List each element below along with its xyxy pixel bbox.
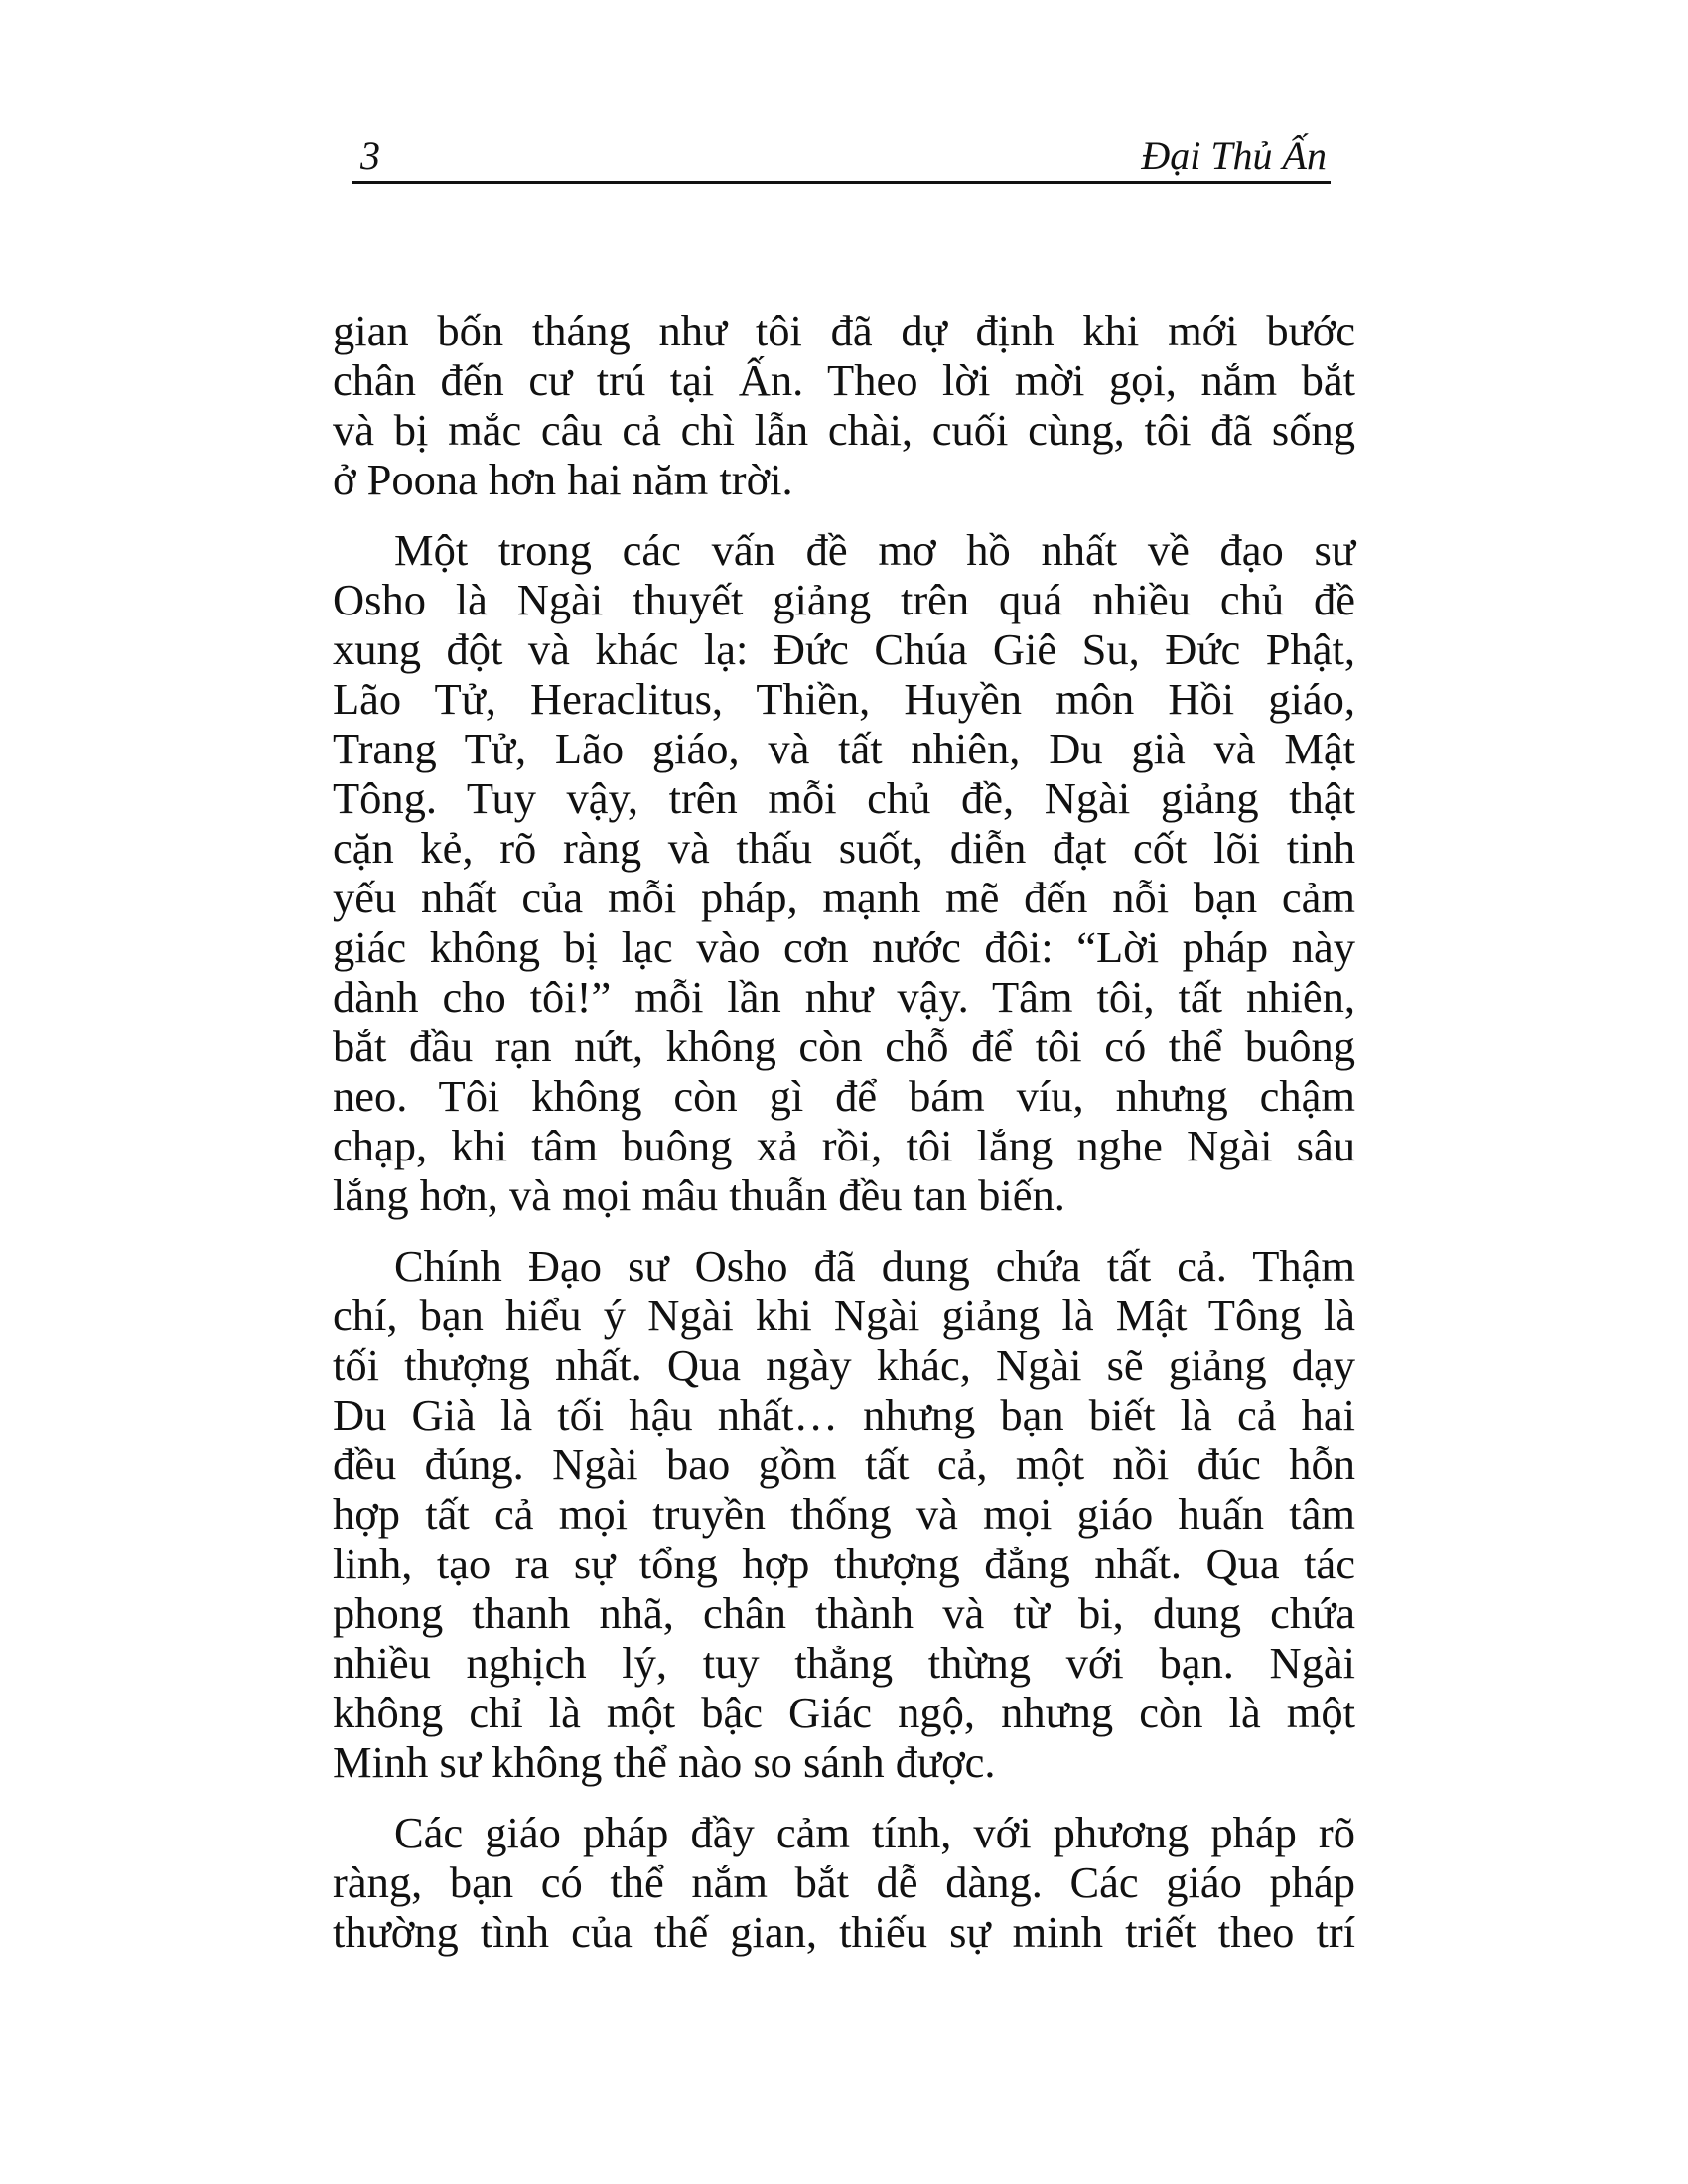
text-line: bắt đầu rạn nứt, không còn chỗ để tôi có thể buông <box>333 1022 1355 1071</box>
text-line: yếu nhất của mỗi pháp, mạnh mẽ đến nỗi bạn cảm <box>333 873 1355 922</box>
text-line: neo. Tôi không còn gì để bám víu, nhưng chậm <box>333 1071 1355 1121</box>
text-line: chí, bạn hiểu ý Ngài khi Ngài giảng là Mật Tông là <box>333 1291 1355 1340</box>
text-line: Chính Đạo sư Osho đã dung chứa tất cả. Thậm <box>394 1241 1355 1291</box>
text-line: không chỉ là một bậc Giác ngộ, nhưng còn là một <box>333 1688 1355 1737</box>
text-line: phong thanh nhã, chân thành và từ bi, dung chứa <box>333 1588 1355 1638</box>
text-line: Du Già là tối hậu nhất… nhưng bạn biết là cả hai <box>333 1390 1355 1439</box>
text-line: Lão Tử, Heraclitus, Thiền, Huyền môn Hồi giáo, <box>333 674 1355 724</box>
text-line: Minh sư không thể nào so sánh được. <box>333 1737 996 1787</box>
text-line: nhiều nghịch lý, tuy thẳng thừng với bạn. Ngài <box>333 1638 1355 1688</box>
text-line: chân đến cư trú tại Ấn. Theo lời mời gọi, nắm bắt <box>333 355 1355 405</box>
body-text <box>333 306 1355 1978</box>
text-line: thường tình của thế gian, thiếu sự minh triết theo trí <box>333 1907 1355 1957</box>
text-line: đều đúng. Ngài bao gồm tất cả, một nồi đúc hỗn <box>333 1439 1355 1489</box>
text-line: Tông. Tuy vậy, trên mỗi chủ đề, Ngài giảng thật <box>333 773 1355 823</box>
paragraph-1 <box>333 306 1355 504</box>
text-line: Osho là Ngài thuyết giảng trên quá nhiều chủ đề <box>333 575 1355 624</box>
text-line: linh, tạo ra sự tổng hợp thượng đẳng nhất. Qua tác <box>333 1539 1355 1588</box>
paragraph-4 <box>333 1808 1355 1957</box>
text-line: chạp, khi tâm buông xả rồi, tôi lắng nghe Ngài sâu <box>333 1121 1355 1170</box>
text-line: Trang Tử, Lão giáo, và tất nhiên, Du già và Mật <box>333 724 1355 773</box>
text-line: ràng, bạn có thể nắm bắt dễ dàng. Các giáo pháp <box>333 1857 1355 1907</box>
text-line: ở Poona hơn hai năm trời. <box>333 455 793 504</box>
text-line: dành cho tôi!” mỗi lần như vậy. Tâm tôi, tất nhiên, <box>333 972 1355 1022</box>
page-header <box>352 129 1331 184</box>
page-number: 3 <box>360 133 380 178</box>
text-line: và bị mắc câu cả chì lẫn chài, cuối cùng, tôi đã sống <box>333 405 1355 455</box>
text-line: Các giáo pháp đầy cảm tính, với phương pháp rõ <box>394 1808 1355 1857</box>
text-line: cặn kẻ, rõ ràng và thấu suốt, diễn đạt cốt lõi tinh <box>333 823 1355 873</box>
paragraph-3 <box>333 1241 1355 1787</box>
text-line: giác không bị lạc vào cơn nước đôi: “Lời pháp này <box>333 922 1355 972</box>
text-line: xung đột và khác lạ: Đức Chúa Giê Su, Đức Phật, <box>333 624 1355 674</box>
text-line: tối thượng nhất. Qua ngày khác, Ngài sẽ giảng dạy <box>333 1340 1355 1390</box>
running-title: Đại Thủ Ấn <box>1141 133 1327 178</box>
text-line: gian bốn tháng như tôi đã dự định khi mới bước <box>333 306 1355 355</box>
text-line: lắng hơn, và mọi mâu thuẫn đều tan biến. <box>333 1170 1065 1220</box>
text-line: hợp tất cả mọi truyền thống và mọi giáo huấn tâm <box>333 1489 1355 1539</box>
text-line: Một trong các vấn đề mơ hồ nhất về đạo sư <box>394 525 1355 575</box>
paragraph-2 <box>333 525 1355 1220</box>
